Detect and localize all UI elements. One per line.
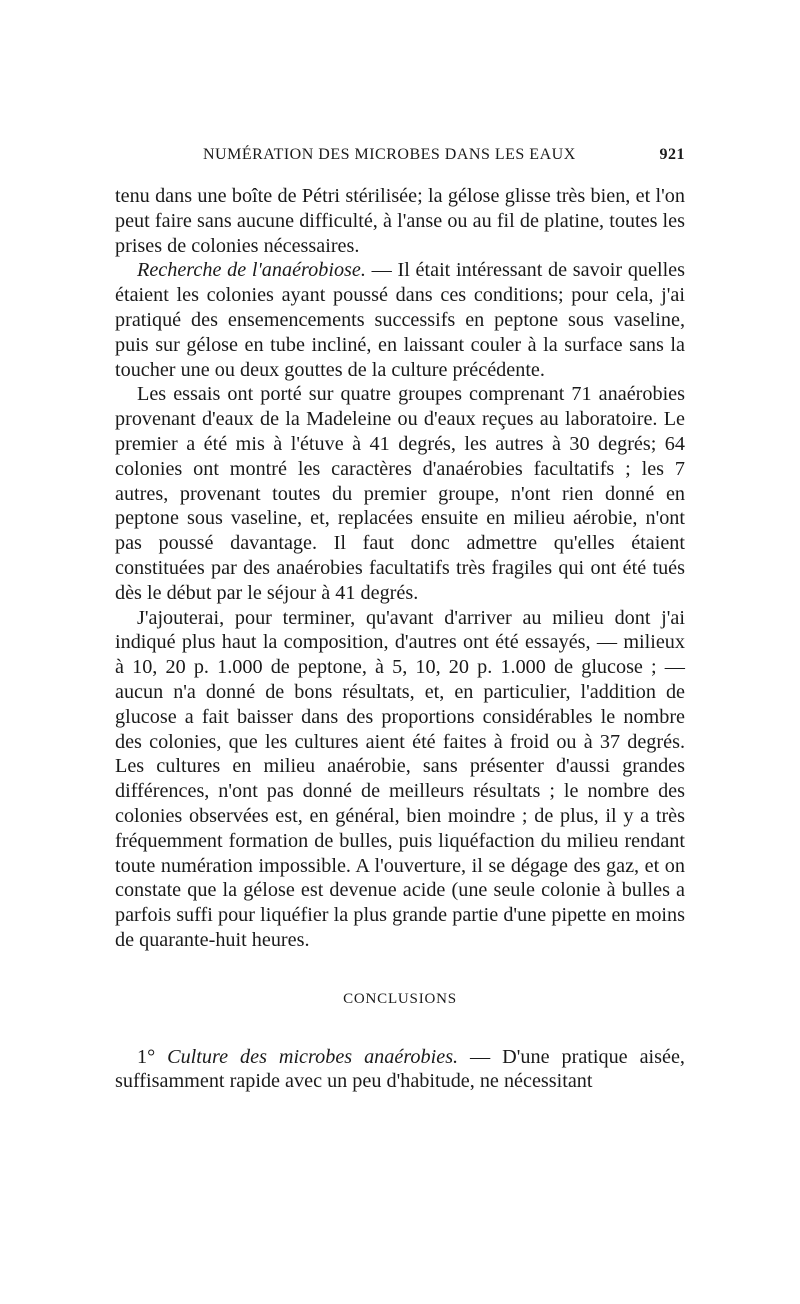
page-number: 921 [659,146,685,163]
paragraph-continued [115,184,685,258]
page [115,142,685,1094]
conclusion-text: — D'une pratique aisée, suffisamment rapide avec un peu d'habitude, ne nécessitant [115,1045,685,1093]
paragraph-anaerobiosis [115,258,685,382]
paragraph-text: J'ajouterai, pour terminer, qu'avant d'arriver au milieu dont j'ai indiqué plus haut la composition, d'autres ont été essayés, — milieux à 10, 20 p. 1.000 de peptone, à 5, 10, 20 p. 1.000 de glucose ; — aucun n'a donné de bons résultats, et, en particulier, l'addition de glucose a fait baisser dans des proportions considérables le nombre des colonies, que les cultures aient été faites à froid ou à 37 degrés. Les cultures en milieu anaérobie, sans présenter d'aussi grandes différences, n'ont pas donné de meilleurs résultats ; le nombre des colonies observées est, en général, bien moindre ; de plus, il y a très fréquemment formation de bulles, puis liquéfaction du milieu rendant toute numération impossible. A l'ouverture, il se dégage des gaz, et on constate que la gélose est devenue acide (une seule colonie à bulles a parfois suffi pour liquéfier la plus grande partie d'une pipette en moins de quarante-huit heures. [115,606,685,951]
conclusion-lead: Culture des microbes anaérobies. [167,1045,459,1068]
paragraph-media [115,606,685,953]
paragraph-text: Les essais ont porté sur quatre groupes comprenant 71 anaérobies provenant d'eaux de la Madeleine ou d'eaux reçues au laboratoire. Le premier a été mis à l'étuve à 41 degrés, les autres à 30 degrés; 64 colonies ont montré les caractères d'anaérobies facultatifs ; les 7 autres, provenant toutes du premier groupe, n'ont rien donné en peptone sous vaseline, et, replacées ensuite en milieu aérobie, n'ont pas poussé davantage. Il faut donc admettre qu'elles étaient constituées par des anaérobies facultatifs très fragiles qui ont été tués dès le début par le séjour à 41 degrés. [115,383,685,604]
body-text [115,184,685,1094]
running-head-title: NUMÉRATION DES MICROBES DANS LES EAUX [203,146,576,163]
paragraph-lead: Recherche de l'anaérobiose. [137,259,366,282]
paragraph-conclusion-1 [115,1045,685,1095]
conclusion-number: 1° [137,1045,156,1068]
paragraph-essays [115,382,685,605]
paragraph-text: tenu dans une boîte de Pétri stérilisée; la gélose glisse très bien, et l'on peut faire sans aucune difficulté, à l'anse ou au fil de platine, toutes les prises de colonies nécessaires. [115,185,685,257]
paragraph-text: — Il était intéressant de savoir quelles étaient les colonies ayant poussé dans ces conditions; pour cela, j'ai pratiqué des ensemencements successifs en peptone sous vaseline, puis sur gélose en tube incliné, en laissant couler à la surface sans la toucher une ou deux gouttes de la culture précédente. [115,259,685,381]
running-head [115,142,685,166]
section-heading-conclusions: CONCLUSIONS [343,990,457,1007]
